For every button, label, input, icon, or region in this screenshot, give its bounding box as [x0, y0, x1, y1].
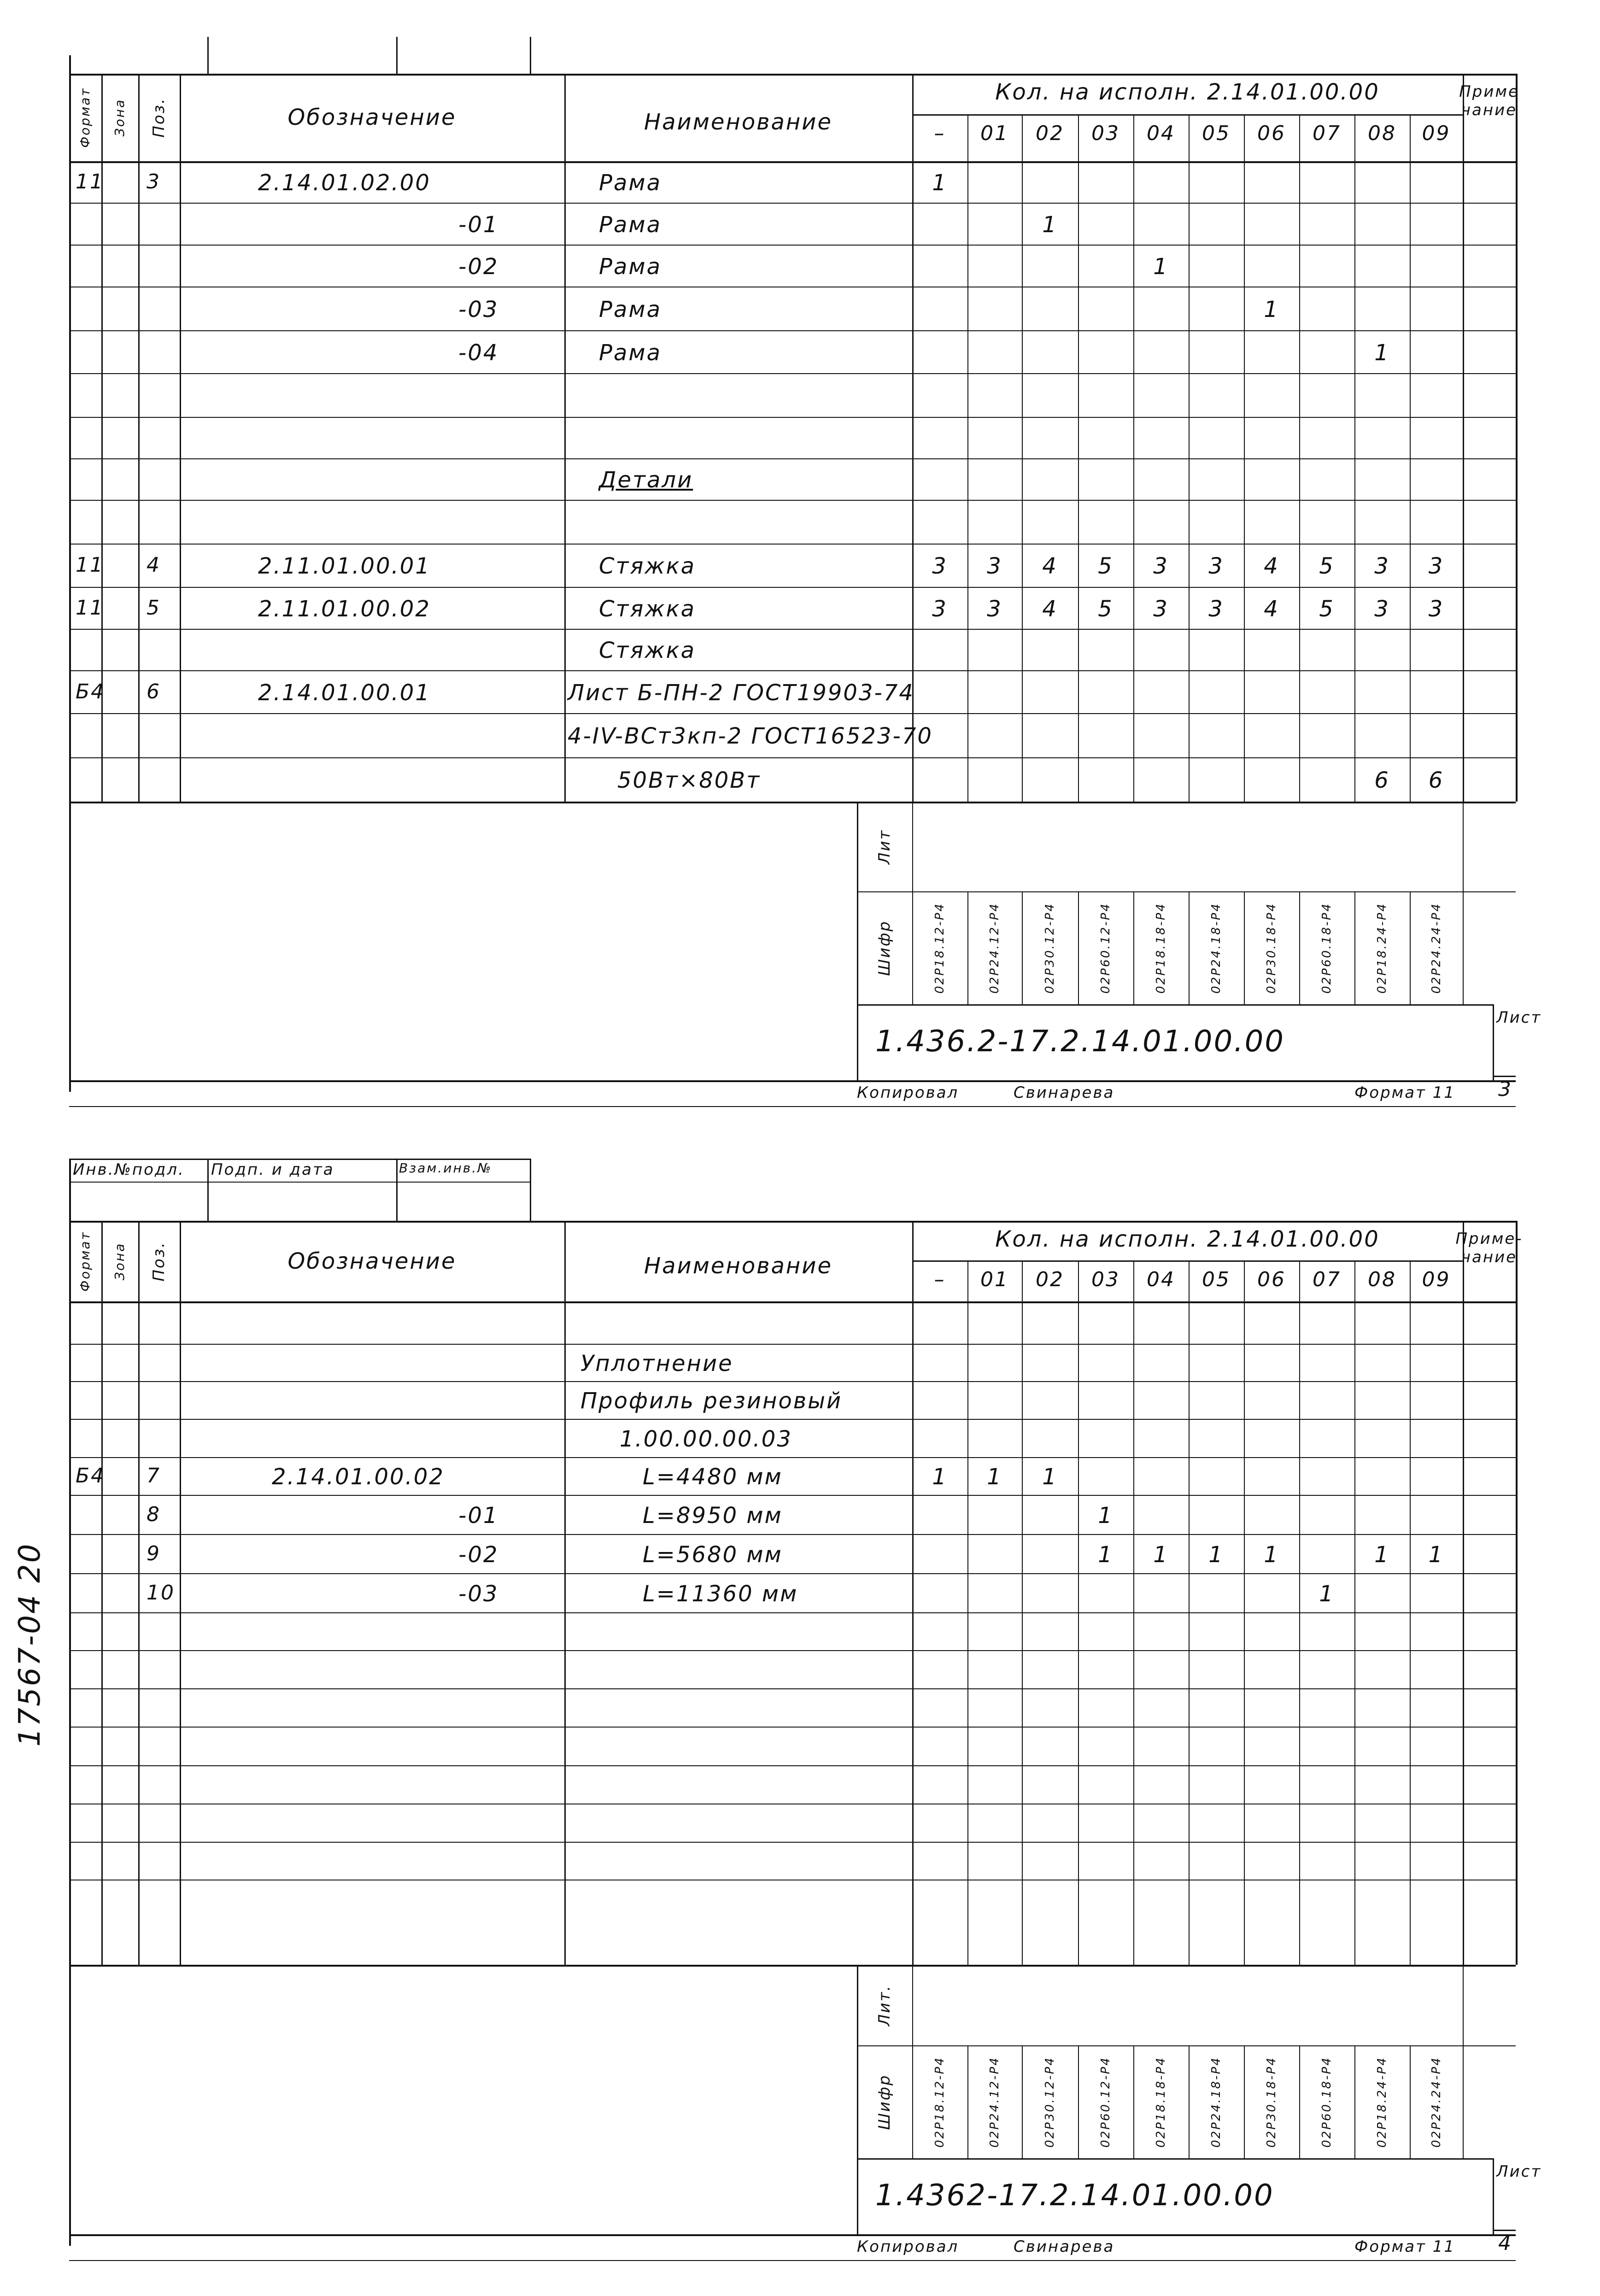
h-rule	[857, 2158, 1493, 2160]
quantity-cell: 3	[987, 596, 1002, 622]
sheet-number: 3	[1498, 1078, 1512, 1101]
quantity-cell: 1	[1098, 1541, 1114, 1568]
row-name: Профиль резиновый	[580, 1388, 843, 1414]
row-designation: -03	[458, 296, 499, 322]
row-name: L=4480 мм	[643, 1464, 783, 1490]
v-rule	[967, 114, 968, 802]
h-rule	[912, 114, 1463, 116]
v-rule	[1078, 114, 1079, 802]
row-designation: 2.14.01.00.02	[272, 1464, 445, 1490]
v-rule	[207, 37, 209, 74]
format-label: Формат 11	[1354, 2237, 1456, 2256]
h-rule	[69, 1457, 1516, 1458]
v-rule	[1022, 2045, 1023, 2158]
header-name: Наименование	[644, 109, 833, 135]
cipher-label: Шифр	[875, 2073, 894, 2130]
row-name: L=8950 мм	[643, 1502, 783, 1529]
row-name: Рама	[599, 340, 662, 366]
cipher-code: 02Р18.12-Р4	[933, 2056, 947, 2148]
header-format: Формат	[77, 1230, 93, 1292]
side-inventory-number: 17567-04 20	[13, 1542, 47, 1747]
quantity-cell: 5	[1098, 553, 1114, 579]
stamp-signature: Подп. и дата	[211, 1160, 334, 1179]
row-name: Рама	[599, 253, 662, 280]
v-rule	[1078, 2045, 1079, 2158]
header-note: Приме	[1459, 82, 1519, 101]
cipher-code: 02Р60.12-Р4	[1099, 902, 1113, 994]
cipher-code: 02Р24.18-Р4	[1209, 2056, 1223, 2148]
quantity-cell: 1	[1042, 1464, 1058, 1490]
quantity-cell: 5	[1319, 596, 1335, 622]
row-name: Детали	[599, 467, 693, 493]
v-rule	[1022, 114, 1023, 802]
header-note: Приме-	[1455, 1230, 1523, 1248]
h-rule	[69, 1650, 1516, 1651]
quantity-cell: 5	[1319, 553, 1335, 579]
v-rule	[1133, 891, 1134, 1004]
variant-header: 02	[1036, 1268, 1064, 1291]
v-rule	[530, 1159, 531, 1221]
row-name: Уплотнение	[580, 1350, 733, 1376]
quantity-cell: 1	[1264, 296, 1279, 322]
copied-label: Копировал	[857, 1084, 959, 1102]
v-rule	[912, 802, 913, 1004]
cipher-code: 02Р30.12-Р4	[1043, 902, 1057, 994]
h-rule	[69, 1106, 1516, 1107]
h-rule	[69, 587, 1516, 588]
header-quantity: Кол. на исполн. 2.14.01.00.00	[995, 1226, 1380, 1252]
quantity-cell: 1	[1153, 1541, 1169, 1568]
row-name: Стяжка	[599, 596, 696, 622]
row-position: 5	[147, 596, 161, 620]
v-rule	[1189, 114, 1190, 802]
h-rule	[69, 1765, 1516, 1766]
stamp-inventory: Инв.№подл.	[73, 1160, 185, 1179]
h-rule	[69, 629, 1516, 630]
copier-name: Свинарева	[1014, 2237, 1115, 2256]
h-rule	[69, 2234, 1516, 2236]
h-rule	[69, 1495, 1516, 1496]
v-rule	[180, 1221, 181, 1965]
quantity-cell: 6	[1374, 767, 1390, 793]
h-rule	[69, 1182, 530, 1183]
quantity-cell: 3	[1374, 596, 1390, 622]
variant-header: 07	[1313, 122, 1341, 145]
variant-header: 08	[1368, 1268, 1396, 1291]
header-note: чание	[1461, 101, 1518, 119]
row-position: 9	[147, 1541, 161, 1565]
quantity-cell: 3	[932, 596, 948, 622]
h-rule	[69, 713, 1516, 714]
v-rule	[396, 37, 398, 74]
variant-header: 09	[1422, 1268, 1451, 1291]
h-rule	[69, 161, 1516, 163]
v-rule	[1299, 2045, 1300, 2158]
v-rule	[1516, 1221, 1518, 1965]
row-position: 4	[147, 553, 161, 577]
v-rule	[967, 1260, 968, 1965]
row-designation: -01	[458, 211, 499, 238]
row-position: 7	[147, 1464, 161, 1488]
v-rule	[1189, 2045, 1190, 2158]
row-name: 1.00.00.00.03	[620, 1426, 792, 1452]
v-rule	[1354, 114, 1355, 802]
v-rule	[138, 1221, 140, 1965]
v-rule	[180, 74, 181, 802]
h-rule	[69, 757, 1516, 758]
h-rule	[69, 1301, 1516, 1303]
quantity-cell: 5	[1098, 596, 1114, 622]
v-rule	[1022, 891, 1023, 1004]
h-rule	[69, 1419, 1516, 1420]
h-rule	[857, 891, 1516, 892]
variant-header: –	[934, 122, 946, 145]
cipher-code: 02Р30.12-Р4	[1043, 2056, 1057, 2148]
h-rule	[857, 1004, 1493, 1006]
quantity-cell: 3	[1153, 553, 1169, 579]
row-position: 6	[147, 679, 161, 703]
h-rule	[69, 1612, 1516, 1613]
v-rule	[1078, 891, 1079, 1004]
v-rule	[1410, 1260, 1411, 1965]
v-rule	[1354, 2045, 1355, 2158]
v-rule	[1410, 891, 1411, 1004]
v-rule	[1354, 1260, 1355, 1965]
sheet-4	[0, 1142, 1600, 2296]
variant-header: 08	[1368, 122, 1396, 145]
document-number: 1.4362-17.2.14.01.00.00	[875, 2178, 1274, 2213]
h-rule	[69, 1344, 1516, 1345]
h-rule	[69, 1080, 1516, 1082]
copier-name: Свинарева	[1014, 1084, 1115, 1102]
v-rule	[1463, 802, 1464, 1004]
v-rule	[207, 1159, 209, 1221]
cipher-code: 02Р24.12-Р4	[988, 2056, 1002, 2148]
quantity-cell: 1	[1098, 1502, 1114, 1529]
row-position: 10	[147, 1581, 175, 1605]
v-rule	[138, 74, 140, 802]
v-rule	[1244, 891, 1245, 1004]
v-rule	[1299, 891, 1300, 1004]
cipher-code: 02Р30.18-Р4	[1265, 2056, 1278, 2148]
v-rule	[857, 802, 858, 1080]
v-rule	[1410, 114, 1411, 802]
cipher-code: 02Р18.18-Р4	[1154, 2056, 1168, 2148]
variant-header: 07	[1313, 1268, 1341, 1291]
cipher-code: 02Р24.24-Р4	[1429, 902, 1443, 994]
v-rule	[967, 2045, 968, 2158]
quantity-cell: 1	[1428, 1541, 1444, 1568]
v-rule	[1133, 1260, 1134, 1965]
h-rule	[69, 417, 1516, 418]
v-rule	[1244, 1260, 1245, 1965]
row-designation: -02	[458, 253, 499, 280]
v-rule	[1022, 1260, 1023, 1965]
quantity-cell: 1	[1264, 1541, 1279, 1568]
quantity-cell: 3	[1428, 553, 1444, 579]
v-rule	[1493, 1004, 1494, 1080]
quantity-cell: 1	[1374, 1541, 1390, 1568]
h-rule	[1493, 2230, 1516, 2231]
document-number: 1.436.2-17.2.14.01.00.00	[875, 1024, 1285, 1059]
row-designation: -02	[458, 1541, 499, 1568]
h-rule	[69, 544, 1516, 545]
row-name: 50Вт×80Вт	[617, 767, 761, 793]
h-rule	[69, 330, 1516, 331]
h-rule	[1493, 1076, 1516, 1077]
h-rule	[69, 1381, 1516, 1382]
row-designation: 2.14.01.02.00	[258, 170, 431, 196]
sheet-label: Лист	[1496, 2162, 1542, 2181]
cipher-code: 02Р60.12-Р4	[1099, 2056, 1113, 2148]
quantity-cell: 4	[1264, 596, 1279, 622]
cipher-code: 02Р18.18-Р4	[1154, 902, 1168, 994]
sheet-3	[0, 0, 1600, 1142]
quantity-cell: 1	[1042, 211, 1058, 238]
row-designation: -04	[458, 340, 499, 366]
v-rule	[530, 37, 531, 74]
v-rule	[857, 1965, 858, 2234]
h-rule	[69, 373, 1516, 374]
quantity-cell: 1	[987, 1464, 1002, 1490]
variant-header: 09	[1422, 122, 1451, 145]
v-rule	[1463, 1965, 1464, 2158]
h-rule	[69, 1842, 1516, 1843]
row-designation: 2.11.01.00.01	[258, 553, 431, 579]
cipher-label: Шифр	[875, 920, 894, 976]
v-rule	[1189, 1260, 1190, 1965]
h-rule	[69, 245, 1516, 246]
h-rule	[69, 670, 1516, 671]
v-rule	[1078, 1260, 1079, 1965]
v-rule	[912, 1221, 914, 1965]
quantity-cell: 1	[1208, 1541, 1224, 1568]
quantity-cell: 4	[1264, 553, 1279, 579]
h-rule	[69, 1159, 530, 1160]
row-name: Рама	[599, 211, 662, 238]
row-designation: -01	[458, 1502, 499, 1529]
header-name: Наименование	[644, 1253, 833, 1279]
v-rule	[564, 1221, 566, 1965]
row-designation: 2.14.01.00.01	[258, 679, 431, 706]
h-rule	[69, 203, 1516, 204]
v-rule	[1463, 74, 1464, 802]
row-designation: -03	[458, 1581, 499, 1607]
h-rule	[69, 802, 1516, 803]
cipher-code: 02Р60.18-Р4	[1320, 2056, 1334, 2148]
quantity-cell: 1	[932, 170, 948, 196]
v-rule	[564, 74, 566, 802]
quantity-cell: 3	[1153, 596, 1169, 622]
header-position: Поз.	[150, 1241, 168, 1282]
row-name: L=5680 мм	[643, 1541, 783, 1568]
format-label: Формат 11	[1354, 1084, 1456, 1102]
variant-header: 05	[1202, 122, 1231, 145]
h-rule	[69, 1965, 1516, 1967]
h-rule	[69, 1534, 1516, 1535]
header-zone: Зона	[112, 98, 127, 137]
variant-header: 04	[1147, 122, 1175, 145]
quantity-cell: 4	[1042, 596, 1058, 622]
sheet-label: Лист	[1496, 1008, 1542, 1027]
h-rule	[69, 2260, 1516, 2261]
variant-header: 03	[1091, 1268, 1120, 1291]
variant-header: 04	[1147, 1268, 1175, 1291]
v-rule	[69, 1159, 71, 2246]
h-rule	[69, 500, 1516, 501]
header-format: Формат	[77, 87, 93, 148]
row-format: 11	[76, 170, 104, 193]
header-zone: Зона	[112, 1242, 127, 1280]
quantity-cell: 1	[1319, 1581, 1335, 1607]
quantity-cell: 6	[1428, 767, 1444, 793]
h-rule	[69, 458, 1516, 459]
v-rule	[1189, 891, 1190, 1004]
quantity-cell: 1	[1153, 253, 1169, 280]
header-note: чание	[1461, 1248, 1518, 1266]
quantity-cell: 3	[1208, 553, 1224, 579]
lit-label: Лит.	[875, 1984, 894, 2026]
lit-label: Лит	[875, 829, 894, 864]
v-rule	[912, 1965, 913, 2158]
quantity-cell: 3	[987, 553, 1002, 579]
cipher-code: 02Р30.18-Р4	[1265, 902, 1278, 994]
v-rule	[1299, 114, 1300, 802]
quantity-cell: 3	[932, 553, 948, 579]
quantity-cell: 3	[1428, 596, 1444, 622]
row-name: Рама	[599, 170, 662, 196]
quantity-cell: 3	[1374, 553, 1390, 579]
row-name: Стяжка	[599, 638, 696, 663]
row-format: Б4	[76, 1464, 105, 1488]
v-rule	[1244, 2045, 1245, 2158]
cipher-code: 02Р60.18-Р4	[1320, 902, 1334, 994]
v-rule	[1493, 2158, 1494, 2234]
row-name: 4-IV-ВСт3кп-2 ГОСТ16523-70	[568, 723, 933, 749]
row-format: 11	[76, 596, 104, 620]
header-position: Поз.	[150, 97, 168, 138]
quantity-cell: 4	[1042, 553, 1058, 579]
v-rule	[396, 1159, 398, 1221]
row-format: Б4	[76, 679, 105, 703]
v-rule	[1463, 1221, 1464, 1965]
v-rule	[1299, 1260, 1300, 1965]
v-rule	[1410, 2045, 1411, 2158]
h-rule	[912, 1260, 1463, 1262]
variant-header: 06	[1257, 1268, 1286, 1291]
quantity-cell: 3	[1208, 596, 1224, 622]
h-rule	[69, 1573, 1516, 1574]
v-rule	[1354, 891, 1355, 1004]
quantity-cell: 1	[932, 1464, 948, 1490]
variant-header: –	[934, 1268, 946, 1291]
row-format: 11	[76, 553, 104, 577]
v-rule	[1133, 114, 1134, 802]
row-name: Лист Б-ПН-2 ГОСТ19903-74	[568, 679, 914, 706]
header-quantity: Кол. на исполн. 2.14.01.00.00	[995, 79, 1380, 105]
v-rule	[69, 55, 71, 1092]
cipher-code: 02Р24.18-Р4	[1209, 902, 1223, 994]
row-name: Рама	[599, 296, 662, 322]
v-rule	[967, 891, 968, 1004]
quantity-cell: 1	[1374, 340, 1390, 366]
row-name: Стяжка	[599, 553, 696, 579]
header-designation: Обозначение	[287, 105, 457, 130]
sheet-number: 4	[1498, 2232, 1512, 2255]
variant-header: 06	[1257, 122, 1286, 145]
cipher-code: 02Р18.24-Р4	[1375, 902, 1389, 994]
cipher-code: 02Р24.24-Р4	[1429, 2056, 1443, 2148]
row-name: L=11360 мм	[643, 1581, 798, 1607]
variant-header: 03	[1091, 122, 1120, 145]
variant-header: 05	[1202, 1268, 1231, 1291]
variant-header: 01	[980, 122, 1009, 145]
variant-header: 02	[1036, 122, 1064, 145]
cipher-code: 02Р24.12-Р4	[988, 902, 1002, 994]
row-designation: 2.11.01.00.02	[258, 596, 431, 622]
header-designation: Обозначение	[287, 1248, 457, 1274]
copied-label: Копировал	[857, 2237, 959, 2256]
h-rule	[857, 2045, 1516, 2046]
cipher-code: 02Р18.12-Р4	[933, 902, 947, 994]
row-position: 8	[147, 1502, 161, 1526]
v-rule	[1516, 74, 1518, 802]
h-rule	[69, 1727, 1516, 1728]
h-rule	[69, 1688, 1516, 1689]
v-rule	[101, 1221, 103, 1965]
h-rule	[69, 1221, 1516, 1223]
cipher-code: 02Р18.24-Р4	[1375, 2056, 1389, 2148]
h-rule	[69, 74, 1516, 76]
row-position: 3	[147, 170, 161, 193]
stamp-replacement: Взам.инв.№	[399, 1160, 492, 1176]
v-rule	[1133, 2045, 1134, 2158]
variant-header: 01	[980, 1268, 1009, 1291]
v-rule	[1244, 114, 1245, 802]
